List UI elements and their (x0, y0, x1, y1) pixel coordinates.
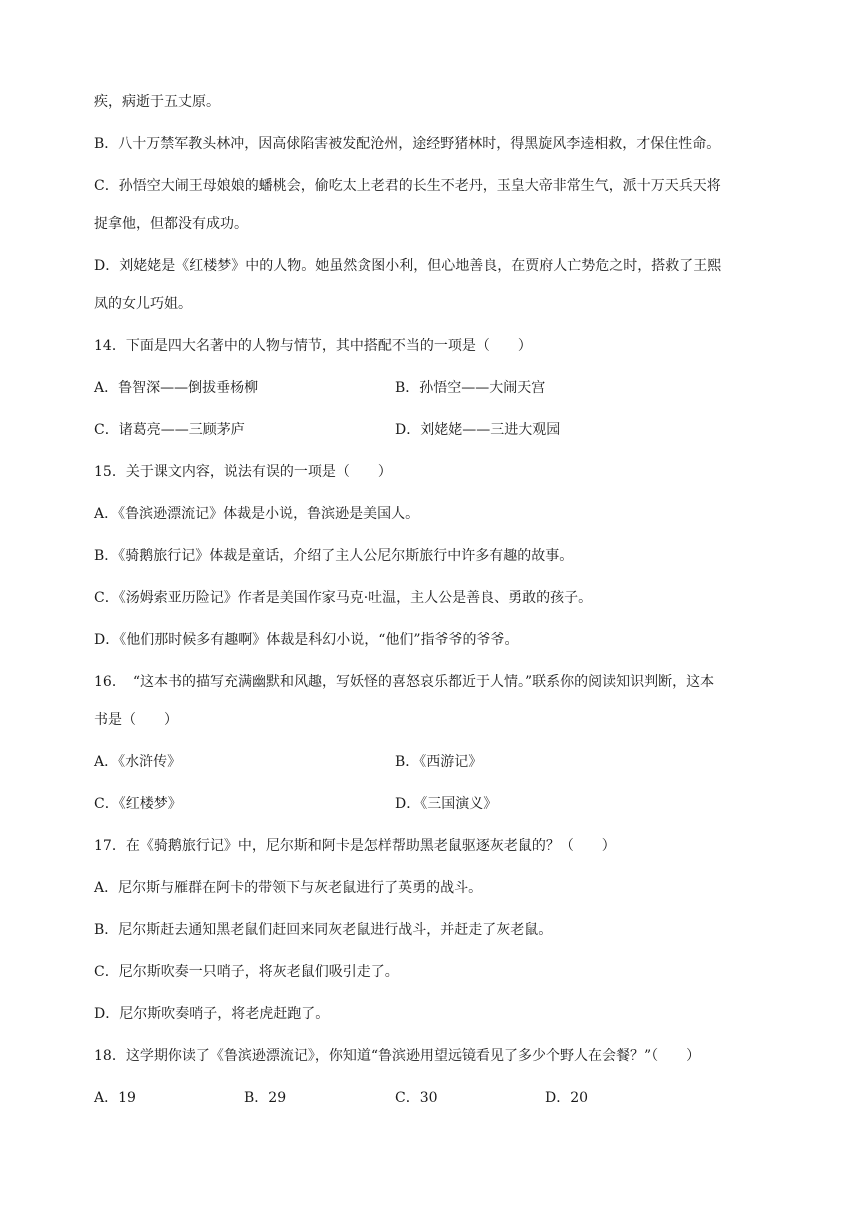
q18-option-b: B．29 (244, 1090, 287, 1106)
q17-option-b: B．尼尔斯赶去通知黑老鼠们赶回来同灰老鼠进行战斗，并赶走了灰老鼠。 (94, 922, 553, 938)
q15-option-d: D．《他们那时候多有趣啊》体裁是科幻小说，“他们”指爷爷的爷爷。 (94, 632, 519, 648)
q14-option-b: B．孙悟空——大闹天宫 (395, 380, 546, 396)
q17-option-a: A．尼尔斯与雁群在阿卡的带领下与灰老鼠进行了英勇的战斗。 (94, 880, 483, 896)
q18-stem: 18．这学期你读了《鲁滨逊漂流记》，你知道“鲁滨逊用望远镜看见了多少个野人在会餐？”（ ） (94, 1048, 701, 1064)
q18-option-c: C．30 (395, 1090, 438, 1106)
q16-option-d: D．《三国演义》 (395, 796, 498, 812)
q14-option-a: A．鲁智深——倒拔垂杨柳 (94, 380, 259, 396)
q13-option-b: B．八十万禁军教头林冲，因高俅陷害被发配沧州，途经野猪林时，得黑旋风李逵相救，才保住性命。 (94, 136, 721, 152)
q16-stem-line2: 书是（ ） (94, 712, 178, 728)
q14-stem: 14．下面是四大名著中的人物与情节，其中搭配不当的一项是（ ） (94, 338, 532, 354)
q13-option-c-line1: C．孙悟空大闹王母娘娘的蟠桃会，偷吃太上老君的长生不老丹，玉皇大帝非常生气，派十万天兵天将 (94, 178, 721, 194)
q15-option-c: C．《汤姆索亚历险记》作者是美国作家马克·吐温，主人公是善良、勇敢的孩子。 (94, 590, 593, 606)
q13-option-c-line2: 捉拿他，但都没有成功。 (94, 216, 248, 232)
q15-option-b: B．《骑鹅旅行记》体裁是童话，介绍了主人公尼尔斯旅行中许多有趣的故事。 (94, 548, 574, 564)
q18-option-a: A．19 (94, 1090, 136, 1106)
q17-option-d: D．尼尔斯吹奏哨子，将老虎赶跑了。 (94, 1006, 330, 1022)
q15-stem: 15．关于课文内容，说法有误的一项是（ ） (94, 464, 392, 480)
q16-option-a: A．《水浒传》 (94, 754, 182, 770)
q18-option-d: D．20 (545, 1090, 589, 1106)
q14-option-c: C．诸葛亮——三顾茅庐 (94, 422, 245, 438)
q15-option-a: A．《鲁滨逊漂流记》体裁是小说，鲁滨逊是美国人。 (94, 506, 420, 522)
q17-stem: 17．在《骑鹅旅行记》中，尼尔斯和阿卡是怎样帮助黑老鼠驱逐灰老鼠的？（ ） (94, 838, 616, 854)
q13-continuation-line: 疾，病逝于五丈原。 (94, 94, 220, 110)
q14-option-d: D．刘姥姥——三进大观园 (395, 422, 561, 438)
q16-option-b: B．《西游记》 (395, 754, 483, 770)
q16-stem-line1: 16． “这本书的描写充满幽默和风趣，写妖怪的喜怒哀乐都近于人情。”联系你的阅读知识判断，这本 (94, 674, 715, 690)
q13-option-d-line2: 凤的女儿巧姐。 (94, 296, 192, 312)
q17-option-c: C．尼尔斯吹奏一只哨子，将灰老鼠们吸引走了。 (94, 964, 399, 980)
q13-option-d-line1: D．刘姥姥是《红楼梦》中的人物。她虽然贪图小利，但心地善良，在贾府人亡势危之时，搭救了王熙 (94, 258, 722, 274)
q16-option-c: C．《红楼梦》 (94, 796, 182, 812)
